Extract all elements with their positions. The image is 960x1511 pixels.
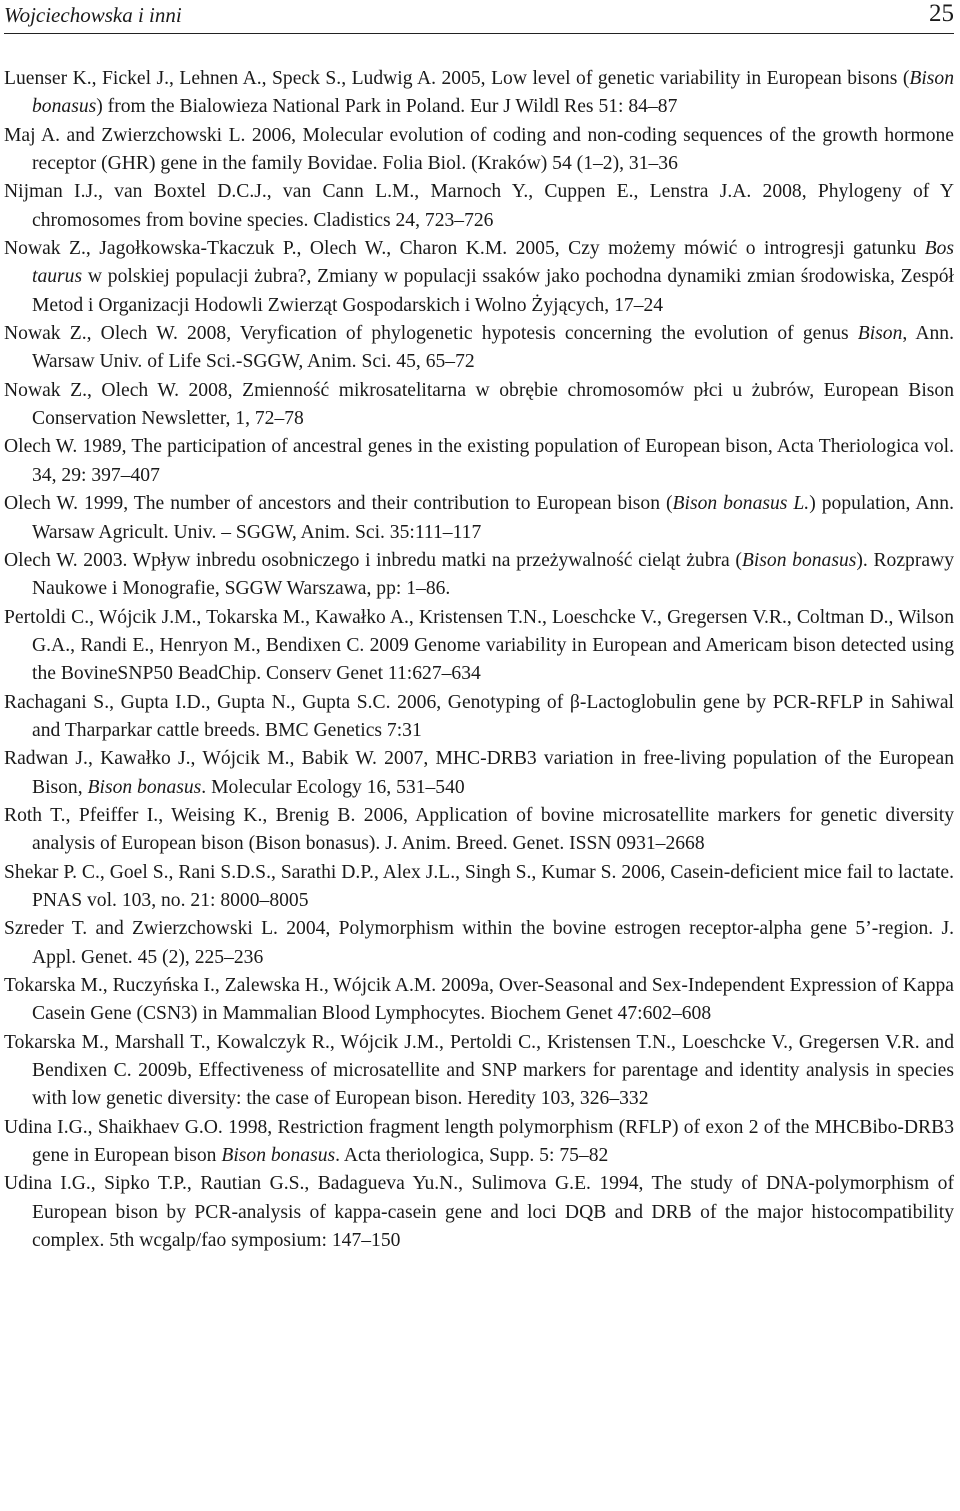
reference-entry <box>4 65 954 122</box>
reference-text: . Molecular Ecology 16, 531–540 <box>201 776 465 798</box>
reference-text: Olech W. 1999, The number of ancestors and their contribution to European bison ( <box>4 493 673 515</box>
reference-text: Olech W. 1989, The participation of ancestral genes in the existing population of European bison, Acta Theriologica vol. 34, 29: 397–407 <box>4 436 954 486</box>
running-title: Wojciechowska i inni <box>4 3 182 27</box>
reference-entry <box>4 1170 954 1255</box>
reference-text: ) population, Ann. Warsaw Agricult. Univ. – SGGW, Anim. Sci. 35:111–117 <box>32 493 955 543</box>
reference-text: ). Rozprawy Naukowe i Monografie, SGGW Warszawa, pp: 1–86. <box>32 549 954 600</box>
reference-entry <box>4 859 954 916</box>
page-number: 25 <box>929 0 954 27</box>
reference-italic-text: Bison bonasus <box>741 549 857 571</box>
reference-italic-text: Bison bonasus <box>32 68 954 118</box>
reference-entry <box>4 377 954 434</box>
reference-entry <box>4 802 954 859</box>
reference-entry <box>4 1029 954 1114</box>
reference-italic-text: Bison bonasus <box>221 1145 336 1167</box>
reference-italic-text: Bison bonasus <box>87 776 202 798</box>
reference-entry <box>4 178 954 235</box>
reference-text: Radwan J., Kawałko J., Wójcik M., Babik W. 2007, MHC-DRB3 variation in free-living population of the European Bison, <box>4 748 954 798</box>
reference-entry <box>4 433 954 490</box>
reference-list <box>4 65 954 1255</box>
reference-entry <box>4 689 954 746</box>
reference-entry <box>4 745 954 802</box>
reference-entry <box>4 1114 954 1171</box>
running-header <box>4 0 954 34</box>
reference-text: Nijman I.J., van Boxtel D.C.J., van Cann L.M., Marnoch Y., Cuppen E., Lenstra J.A. 2008, Phylogeny of Y chromosomes from bovine species. Cladistics 24, 723–726 <box>4 181 954 231</box>
reference-text: . Acta theriologica, Supp. 5: 75–82 <box>335 1145 609 1167</box>
reference-text: Szreder T. and Zwierzchowski L. 2004, Polymorphism within the bovine estrogen receptor-alpha gene 5’-region. J. Appl. Genet. 45 (2), 225–236 <box>4 918 954 968</box>
reference-text: Udina I.G., Shaikhaev G.O. 1998, Restriction fragment length polymorphism (RFLP) of exon 2 of the MHCBibo-DRB3 gene in European bison <box>4 1116 954 1167</box>
reference-entry <box>4 604 954 689</box>
reference-entry <box>4 235 954 320</box>
reference-text: Nowak Z., Olech W. 2008, Zmienność mikrosatelitarna w obrębie chromosomów płci u żubrów, European Bison Conservation Newsletter, 1, 72–78 <box>4 379 954 430</box>
reference-entry <box>4 972 954 1029</box>
reference-text: Maj A. and Zwierzchowski L. 2006, Molecular evolution of coding and non-coding sequences of the growth hormone receptor (GHR) gene in the family Bovidae. Folia Biol. (Kraków) 54 (1–2), 31–36 <box>4 124 954 175</box>
reference-text: Shekar P. C., Goel S., Rani S.D.S., Sarathi D.P., Alex J.L., Singh S., Kumar S. 2006, Casein-deficient mice fail to lactate. PNAS vol. 103, no. 21: 8000–8005 <box>4 861 954 911</box>
reference-entry <box>4 490 954 547</box>
reference-text: Roth T., Pfeiffer I., Weising K., Brenig B. 2006, Application of bovine microsatellite markers for genetic diversity analysis of European bison (Bison bonasus). J. Anim. Breed. Genet. ISSN 0931–2668 <box>4 804 954 855</box>
reference-entry <box>4 547 954 604</box>
reference-text: Udina I.G., Sipko T.P., Rautian G.S., Badagueva Yu.N., Sulimova G.E. 1994, The study of DNA-polymorphism of European bison by PCR-analysis of kappa-casein gene and loci DQB and DRB of the major histocompatibility complex. 5th wcgalp/fao symposium: 147–150 <box>4 1173 954 1252</box>
reference-text: Tokarska M., Marshall T., Kowalczyk R., Wójcik J.M., Pertoldi C., Kristensen T.N., Loeschcke V., Gregersen V.R. and Bendixen C. 2009b, Effectiveness of microsatellite and SNP markers for parentage and identity analysis in species with low genetic diversity: the case of European bison. Heredity 103, 326–332 <box>4 1031 954 1110</box>
reference-italic-text: Bos taurus <box>32 238 954 288</box>
reference-text: Nowak Z., Jagołkowska-Tkaczuk P., Olech W., Charon K.M. 2005, Czy możemy mówić o introgresji gatunku <box>4 238 925 260</box>
reference-text: ) from the Bialowieza National Park in Poland. Eur J Wildl Res 51: 84–87 <box>96 96 678 118</box>
reference-text: Olech W. 2003. Wpływ inbredu osobniczego i inbredu matki na przeżywalność cieląt żubra ( <box>4 549 742 571</box>
reference-text: Luenser K., Fickel J., Lehnen A., Speck S., Ludwig A. 2005, Low level of genetic variability in European bisons ( <box>4 68 910 89</box>
reference-text: Nowak Z., Olech W. 2008, Veryfication of phylogenetic hypotesis concerning the evolution of genus <box>4 323 858 345</box>
reference-text: Rachagani S., Gupta I.D., Gupta N., Gupta S.C. 2006, Genotyping of β-Lactoglobulin gene by PCR-RFLP in Sahiwal and Tharparkar cattle breeds. BMC Genetics 7:31 <box>4 691 954 741</box>
reference-text: Pertoldi C., Wójcik J.M., Tokarska M., Kawałko A., Kristensen T.N., Loeschcke V., Gregersen V.R., Coltman D., Wilson G.A., Randi E., Henryon M., Bendixen C. 2009 Genome variability in European and Americam bison detected using the BovineSNP50 BeadChip. Conserv Genet 11:627–634 <box>4 606 954 685</box>
reference-text: , Ann. Warsaw Univ. of Life Sci.-SGGW, Anim. Sci. 45, 65–72 <box>32 323 954 373</box>
reference-text: w polskiej populacji żubra?, Zmiany w populacji ssaków jako pochodna dynamiki zmian środowiska, Zespół Metod i Organizacji Hodowli Zwierząt Gospodarskich i Wolno Żyjących, 17–24 <box>32 266 954 316</box>
reference-entry <box>4 122 954 179</box>
reference-italic-text: Bison <box>857 323 903 345</box>
reference-entry <box>4 915 954 972</box>
reference-italic-text: Bison bonasus L. <box>672 493 810 515</box>
reference-text: Tokarska M., Ruczyńska I., Zalewska H., Wójcik A.M. 2009a, Over-Seasonal and Sex-Independent Expression of Kappa Casein Gene (CSN3) in Mammalian Blood Lymphocytes. Biochem Genet 47:602–608 <box>4 975 954 1025</box>
reference-entry <box>4 320 954 377</box>
